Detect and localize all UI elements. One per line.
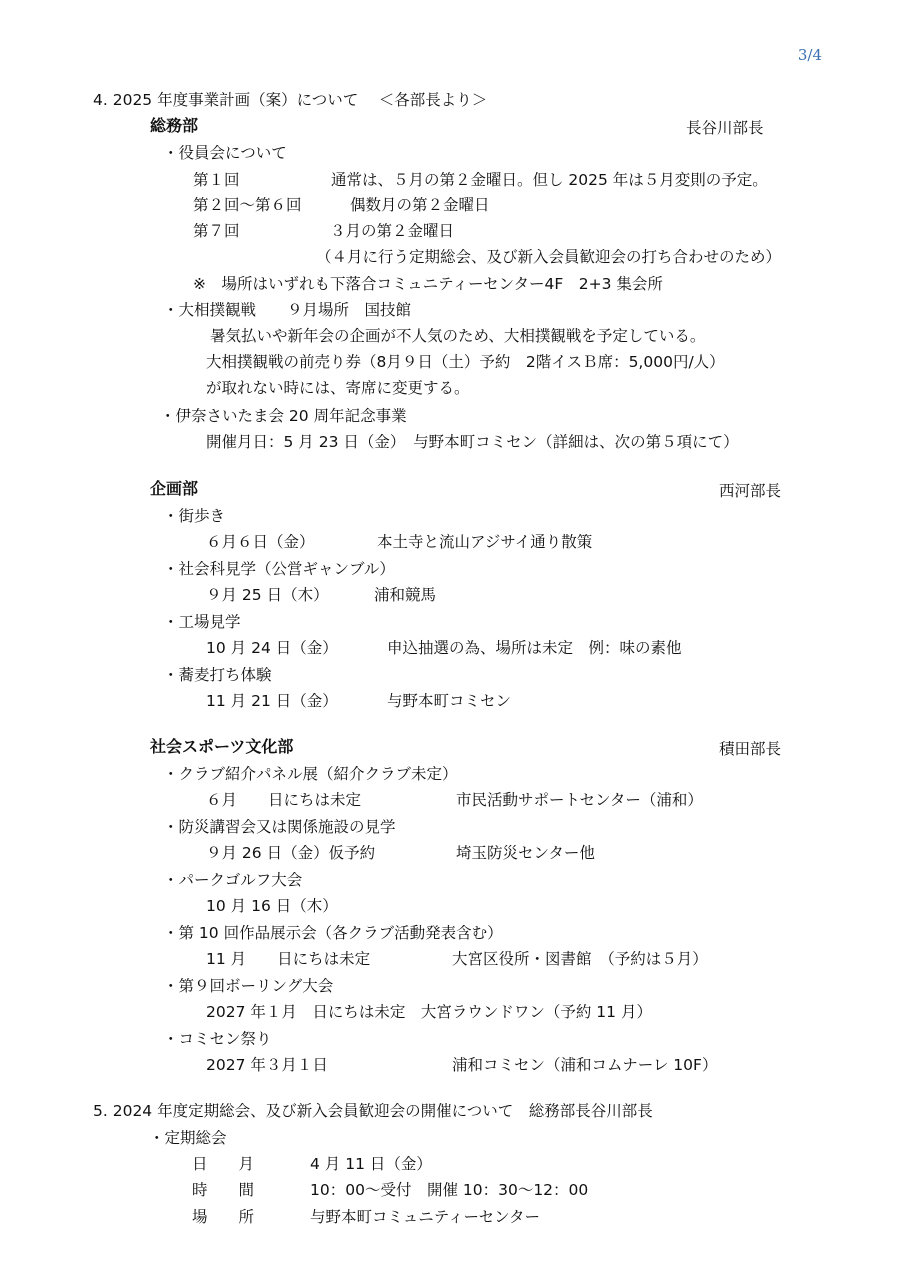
detail-label: 場 所 bbox=[192, 1208, 255, 1226]
shakai-item-date: 11 月 日にちは未定 bbox=[206, 950, 371, 968]
kikaku-item-desc: 申込抽選の為、場所は未定 例：味の素他 bbox=[387, 639, 682, 657]
shakai-item-date: 10 月 16 日（木） bbox=[206, 897, 338, 915]
shakai-dept-name: 社会スポーツ文化部 bbox=[150, 737, 294, 756]
shakai-dept-head: 積田部長 bbox=[719, 740, 782, 758]
detail-label: 時 間 bbox=[192, 1181, 255, 1199]
detail-value: 4 月 11 日（金） bbox=[310, 1155, 432, 1173]
kikaku-item-date: 11 月 21 日（金） bbox=[206, 692, 338, 710]
sumo-title: ・大相撲観戦 ９月場所 国技館 bbox=[163, 301, 412, 319]
meeting-7-note: （４月に行う定期総会、及び新入会員歓迎会の打ち合わせのため） bbox=[316, 248, 782, 266]
soumu-dept-name: 総務部 bbox=[150, 116, 199, 135]
soumu-dept-head: 長谷川部長 bbox=[686, 119, 764, 137]
sumo-line-1: 暑気払いや新年会の企画が不人気のため、大相撲観戦を予定している。 bbox=[210, 327, 706, 345]
kikaku-item-title: ・工場見学 bbox=[163, 613, 241, 631]
section4-title: 4. 2025 年度事業計画（案）について ＜各部長より＞ bbox=[93, 91, 488, 109]
kikaku-item-date: ９月 25 日（木） bbox=[206, 586, 329, 604]
kikaku-item-desc: 与野本町コミセン bbox=[387, 692, 512, 710]
shakai-item-title: ・第９回ボーリング大会 bbox=[163, 977, 334, 995]
shakai-item-title: ・防災講習会又は関係施設の見学 bbox=[163, 818, 396, 836]
shakai-item-date: ６月 日にちは未定 bbox=[206, 791, 362, 809]
kikaku-item-title: ・街歩き bbox=[163, 507, 226, 525]
kikaku-dept-name: 企画部 bbox=[150, 479, 199, 498]
detail-value: 10：00～受付 開催 10：30～12：00 bbox=[310, 1181, 589, 1199]
meeting-7-label: 第７回 bbox=[193, 222, 240, 240]
kikaku-item-title: ・蕎麦打ち体験 bbox=[163, 666, 272, 684]
shakai-item-title: ・パークゴルフ大会 bbox=[163, 871, 303, 889]
shakai-item-date: 2027 年３月１日 bbox=[206, 1056, 328, 1074]
meeting-2-text: 偶数月の第２金曜日 bbox=[350, 196, 490, 214]
detail-label: 日 月 bbox=[192, 1155, 255, 1173]
shakai-item-title: ・第 10 回作品展示会（各クラブ活動発表含む） bbox=[163, 924, 503, 942]
section5-title: 5. 2024 年度定期総会、及び新入会員歓迎会の開催について 総務部長谷川部長 bbox=[93, 1102, 653, 1120]
meeting-2-label: 第２回～第６回 bbox=[193, 196, 302, 214]
shakai-item-title: ・コミセン祭り bbox=[163, 1030, 272, 1048]
shakai-item-date: 2027 年１月 日にちは未定 大宮ラウンドワン（予約 11 月） bbox=[206, 1003, 652, 1021]
kikaku-item-desc: 本土寺と流山アジサイ通り散策 bbox=[377, 533, 593, 551]
kikaku-item-title: ・社会科見学（公営ギャンブル） bbox=[163, 560, 395, 578]
section5-subtitle: ・定期総会 bbox=[149, 1129, 227, 1147]
kikaku-item-desc: 浦和競馬 bbox=[374, 586, 437, 604]
shakai-item-date: ９月 26 日（金）仮予約 bbox=[206, 844, 376, 862]
ina-title: ・伊奈さいたま会 20 周年記念事業 bbox=[160, 407, 407, 425]
place-note: ※ 場所はいずれも下落合コミュニティーセンター4F 2+3 集会所 bbox=[193, 275, 663, 293]
kikaku-dept-head: 西河部長 bbox=[719, 482, 782, 500]
sumo-line-2: 大相撲観戦の前売り券（8月９日（土）予約 2階イスＢ席：5,000円/人） bbox=[206, 353, 725, 371]
shakai-item-title: ・クラブ紹介パネル展（紹介クラブ未定） bbox=[163, 765, 458, 783]
shakai-item-desc: 浦和コミセン（浦和コムナーレ 10F） bbox=[452, 1056, 718, 1074]
meeting-1-label: 第１回 bbox=[193, 171, 240, 189]
meeting-1-text: 通常は、５月の第２金曜日。但し 2025 年は５月変則の予定。 bbox=[331, 171, 768, 189]
kikaku-item-date: 10 月 24 日（金） bbox=[206, 639, 338, 657]
yakuin-title: ・役員会について bbox=[163, 144, 287, 162]
shakai-item-desc: 市民活動サポートセンター（浦和） bbox=[456, 791, 703, 809]
meeting-7-text: ３月の第２金曜日 bbox=[330, 222, 455, 240]
shakai-item-desc: 大宮区役所・図書館 （予約は５月） bbox=[452, 950, 708, 968]
ina-text: 開催月日：5 月 23 日（金） 与野本町コミセン（詳細は、次の第５項にて） bbox=[206, 433, 739, 451]
detail-value: 与野本町コミュニティーセンター bbox=[310, 1208, 541, 1226]
shakai-item-desc: 埼玉防災センター他 bbox=[456, 844, 595, 862]
sumo-line-3: が取れない時には、寄席に変更する。 bbox=[206, 379, 470, 397]
kikaku-item-date: ６月６日（金） bbox=[206, 533, 315, 551]
page-number: 3/4 bbox=[797, 46, 822, 64]
